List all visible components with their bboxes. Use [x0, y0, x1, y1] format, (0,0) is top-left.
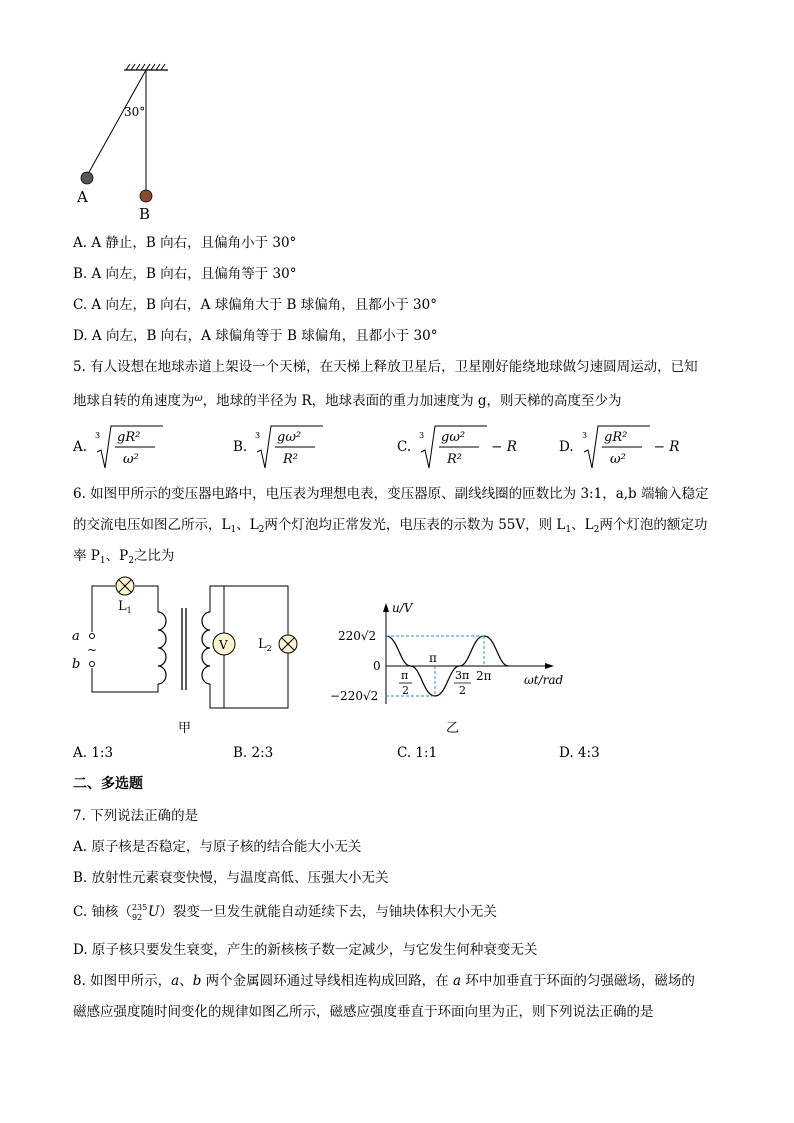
lamp-l1-label: $L_1$	[118, 599, 132, 615]
q7-stem: 7. 下列说法正确的是	[73, 808, 199, 824]
q5-option-b: B. 3 gω² R²	[233, 422, 325, 472]
svg-text:3: 3	[95, 431, 101, 440]
svg-text:u/V: u/V	[392, 601, 413, 615]
svg-text:gR²: gR²	[603, 430, 627, 445]
q7-option-b: B. 放射性元素衰变快慢，与温度高低、压强大小无关	[73, 870, 389, 886]
label-b: B	[139, 205, 151, 222]
q5-option-d: D. 3 gR² ω² − R	[559, 422, 679, 472]
graph-caption: 乙	[446, 721, 460, 736]
q7-option-c: C. 铀核（ 235 92 U）裂变一旦发生就能自动延续下去，与铀块体积大小无关	[73, 903, 497, 922]
section-title-multi-choice: 二、多选题	[73, 776, 143, 792]
q6-option-c: C. 1:1	[397, 745, 438, 761]
ball-a	[81, 172, 93, 184]
string-a	[88, 70, 146, 174]
svg-text:gω²: gω²	[441, 430, 466, 445]
cube-root-expression	[255, 422, 325, 472]
q7-option-a: A. 原子核是否稳定，与原子核的结合能大小无关	[73, 839, 362, 855]
cube-root-expression	[582, 422, 652, 472]
svg-text:V: V	[219, 638, 228, 652]
svg-text:gω²: gω²	[277, 430, 302, 445]
svg-text:3: 3	[419, 431, 425, 440]
svg-text:3π: 3π	[455, 669, 470, 682]
q6-option-d: D. 4:3	[559, 745, 600, 761]
svg-text:3: 3	[581, 431, 587, 440]
q6-stem-line1: 6. 如图甲所示的变压器电路中，电压表为理想电表，变压器原、副线线圈的匝数比为 3:1，a,b 端输入稳定	[73, 486, 709, 502]
svg-text:3: 3	[255, 431, 261, 440]
circuit-caption: 甲	[178, 721, 192, 736]
svg-text:π: π	[429, 651, 437, 665]
q4-option-b: B. A 向左，B 向右，且偏角等于 30°	[73, 266, 297, 282]
secondary-coil	[202, 612, 210, 684]
circuit-diagram	[70, 572, 300, 742]
q5-options	[73, 422, 723, 472]
svg-text:2π: 2π	[476, 669, 492, 683]
primary-coil	[158, 612, 166, 684]
q5-stem-line1: 5. 有人设想在地球赤道上架设一个天梯，在天梯上释放卫星后，卫星刚好能绕地球做匀速圆周运动，已知	[73, 359, 698, 375]
q5-option-a: A. 3 gR² ω²	[73, 422, 165, 472]
svg-text:−220√2: −220√2	[330, 689, 379, 703]
svg-text:2: 2	[402, 684, 409, 697]
angle-label: 30°	[124, 105, 146, 119]
svg-text:a: a	[72, 629, 80, 644]
svg-text:π: π	[401, 669, 409, 682]
voltage-graph	[326, 600, 576, 738]
svg-text:ω²: ω²	[609, 452, 626, 467]
ball-b	[140, 190, 152, 202]
lamp-l2-label: $L_2$	[258, 637, 272, 653]
svg-text:2: 2	[459, 684, 466, 697]
q4-option-c: C. A 向左，B 向右，A 球偏角大于 B 球偏角，且都小于 30°	[73, 297, 437, 313]
q6-stem-line2: 的交流电压如图乙所示，$L_1$、$L_2$两个灯泡均正常发光，电压表的示数为 55V，则 $L_1$、$L_2$两个灯泡的额定功	[73, 517, 708, 535]
q6-option-a: A. 1:3	[73, 745, 114, 761]
q5-stem-line2: 地球自转的角速度为$^\omega$，地球的半径为 R，地球表面的重力加速度为 g，则天梯的高度至少为	[73, 393, 622, 409]
svg-text:b: b	[72, 657, 81, 672]
svg-text:ω²: ω²	[123, 452, 139, 467]
svg-text:R²: R²	[283, 452, 299, 467]
cube-root-expression	[95, 422, 165, 472]
q4-option-d: D. A 向左，B 向右，A 球偏角等于 B 球偏角，且都小于 30°	[73, 328, 438, 344]
label-a: A	[77, 188, 88, 206]
terminal-a	[90, 634, 95, 639]
q5-option-c: C. 3 gω² R² − R	[397, 422, 517, 472]
svg-text:220√2: 220√2	[338, 629, 377, 643]
pendulum-figure	[72, 62, 182, 222]
cube-root-expression	[419, 422, 489, 472]
q8-stem-line2: 磁感应强度随时间变化的规律如图乙所示，磁感应强度垂直于环面向里为正，则下列说法正确的是	[73, 1004, 654, 1020]
q6-stem-line3: 率 $P_1$、$P_2$之比为	[73, 548, 175, 566]
svg-text:gR²: gR²	[117, 430, 141, 445]
svg-text:~: ~	[87, 643, 98, 657]
q6-option-b: B. 2:3	[233, 745, 274, 761]
terminal-b	[90, 662, 95, 667]
svg-text:ωt/rad: ωt/rad	[524, 673, 564, 687]
svg-text:0: 0	[373, 659, 381, 673]
q4-option-a: A. A 静止，B 向右，且偏角小于 30°	[73, 235, 297, 251]
q7-option-d: D. 原子核只要发生衰变，产生的新核核子数一定减少，与它发生何种衰变无关	[73, 942, 538, 958]
q8-stem-line1: 8. 如图甲所示，a、b 两个金属圆环通过导线相连构成回路，在 a 环中加垂直于环面的匀强磁场，磁场的	[73, 973, 695, 989]
svg-text:R²: R²	[447, 452, 463, 467]
